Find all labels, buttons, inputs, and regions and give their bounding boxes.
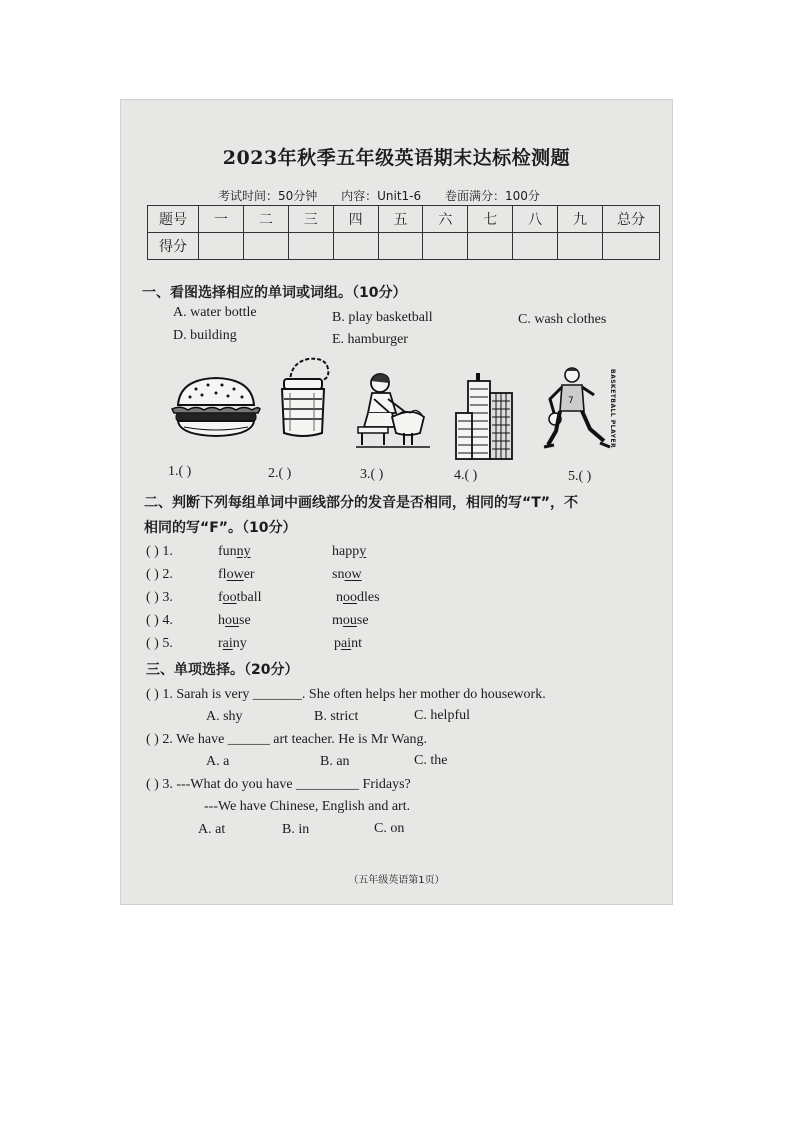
score-blank[interactable]: [423, 233, 468, 260]
score-table-score-row: [148, 233, 660, 260]
score-cell: 九: [558, 206, 603, 233]
word-1: funny: [218, 544, 251, 559]
phonics-item-1: [146, 544, 367, 560]
score-cell: 题号: [148, 206, 199, 233]
score-cell: 总分: [603, 206, 660, 233]
word-1: football: [218, 590, 262, 605]
score-blank[interactable]: [243, 233, 288, 260]
score-cell: 六: [423, 206, 468, 233]
score-blank[interactable]: [288, 233, 333, 260]
score-cell: 八: [513, 206, 558, 233]
poster-text: BASKETBALL PLAYER: [609, 369, 616, 449]
exam-page: [120, 99, 673, 905]
word-2: paint: [334, 636, 362, 651]
score-blank[interactable]: [333, 233, 378, 260]
word-2: snow: [332, 567, 362, 582]
phonics-item-3: [146, 590, 380, 606]
phonics-item-2: [146, 567, 362, 583]
question-3: ( ) 3. ---What do you have _________ Fridays?: [146, 777, 411, 792]
score-blank[interactable]: [199, 233, 244, 260]
option-e: E. hamburger: [332, 332, 408, 347]
section3-heading: 三、单项选择。（20分）: [146, 662, 299, 678]
answer-blank-3[interactable]: 3.( ): [360, 467, 384, 482]
question-1: ( ) 1. Sarah is very _______. She often helps her mother do housework.: [146, 687, 546, 702]
answer-blank-1[interactable]: 1.( ): [168, 464, 192, 479]
section2-heading-cont: 相同的写“F”。（10分）: [144, 520, 297, 536]
page-footer: （五年级英语第1页）: [348, 875, 445, 886]
option-d: D. building: [173, 328, 237, 343]
score-cell: 七: [468, 206, 513, 233]
item-number[interactable]: ( ) 5.: [146, 636, 173, 651]
q3-answer-line: ---We have Chinese, English and art.: [204, 799, 411, 814]
page-title: 2023年秋季五年级英语期末达标检测题: [222, 147, 571, 169]
q1-option-a[interactable]: A. shy: [206, 709, 243, 724]
word-2: noodles: [336, 590, 380, 605]
section2-heading: 二、判断下列每组单词中画线部分的发音是否相同，相同的写“T”，不: [144, 495, 578, 511]
exam-time: 考试时间：50分钟: [218, 189, 318, 203]
section1-heading: 一、看图选择相应的单词或词组。（10分）: [142, 285, 407, 301]
score-cell: 五: [378, 206, 423, 233]
answer-blank-5[interactable]: 5.( ): [568, 469, 592, 484]
score-blank[interactable]: [603, 233, 660, 260]
word-1: house: [218, 613, 251, 628]
option-c: C. wash clothes: [518, 312, 607, 327]
score-blank[interactable]: [378, 233, 423, 260]
q3-option-b[interactable]: B. in: [282, 822, 310, 837]
word-2: mouse: [332, 613, 369, 628]
score-blank[interactable]: [558, 233, 603, 260]
q2-option-c[interactable]: C. the: [414, 753, 448, 768]
item-number[interactable]: ( ) 2.: [146, 567, 173, 582]
question-2: ( ) 2. We have ______ art teacher. He is Mr Wang.: [146, 732, 428, 747]
exam-info: [218, 187, 560, 204]
hamburger-icon: [170, 375, 262, 439]
option-b: B. play basketball: [332, 310, 433, 325]
wash-clothes-icon: [352, 371, 434, 453]
phonics-item-4: [146, 613, 369, 629]
exam-full-score: 卷面满分：100分: [444, 189, 540, 203]
score-blank[interactable]: [513, 233, 558, 260]
phonics-item-5: [146, 636, 362, 652]
score-cell: 四: [333, 206, 378, 233]
score-cell: 二: [243, 206, 288, 233]
item-number[interactable]: ( ) 3.: [146, 590, 173, 605]
item-number[interactable]: ( ) 1.: [146, 544, 173, 559]
score-blank[interactable]: [468, 233, 513, 260]
answer-blank-4[interactable]: 4.( ): [454, 468, 478, 483]
q3-option-c[interactable]: C. on: [374, 821, 405, 836]
q2-option-b[interactable]: B. an: [320, 754, 350, 769]
word-1: flower: [218, 567, 255, 582]
score-table: [147, 205, 660, 260]
answer-blank-2[interactable]: 2.( ): [268, 466, 292, 481]
water-bottle-icon: [270, 353, 352, 439]
item-number[interactable]: ( ) 4.: [146, 613, 173, 628]
svg-text:7: 7: [568, 396, 574, 406]
option-a: A. water bottle: [173, 305, 257, 320]
score-cell: 三: [288, 206, 333, 233]
building-icon: [454, 369, 518, 461]
word-1: rainy: [218, 636, 247, 651]
q1-option-c[interactable]: C. helpful: [414, 708, 470, 723]
score-table-header-row: [148, 206, 660, 233]
q3-option-a[interactable]: A. at: [198, 822, 226, 837]
q1-option-b[interactable]: B. strict: [314, 709, 359, 724]
score-cell: 得分: [148, 233, 199, 260]
q2-option-a[interactable]: A. a: [206, 754, 230, 769]
word-2: happy: [332, 544, 367, 559]
score-cell: 一: [199, 206, 244, 233]
exam-content: 内容：Unit1-6: [341, 189, 422, 203]
